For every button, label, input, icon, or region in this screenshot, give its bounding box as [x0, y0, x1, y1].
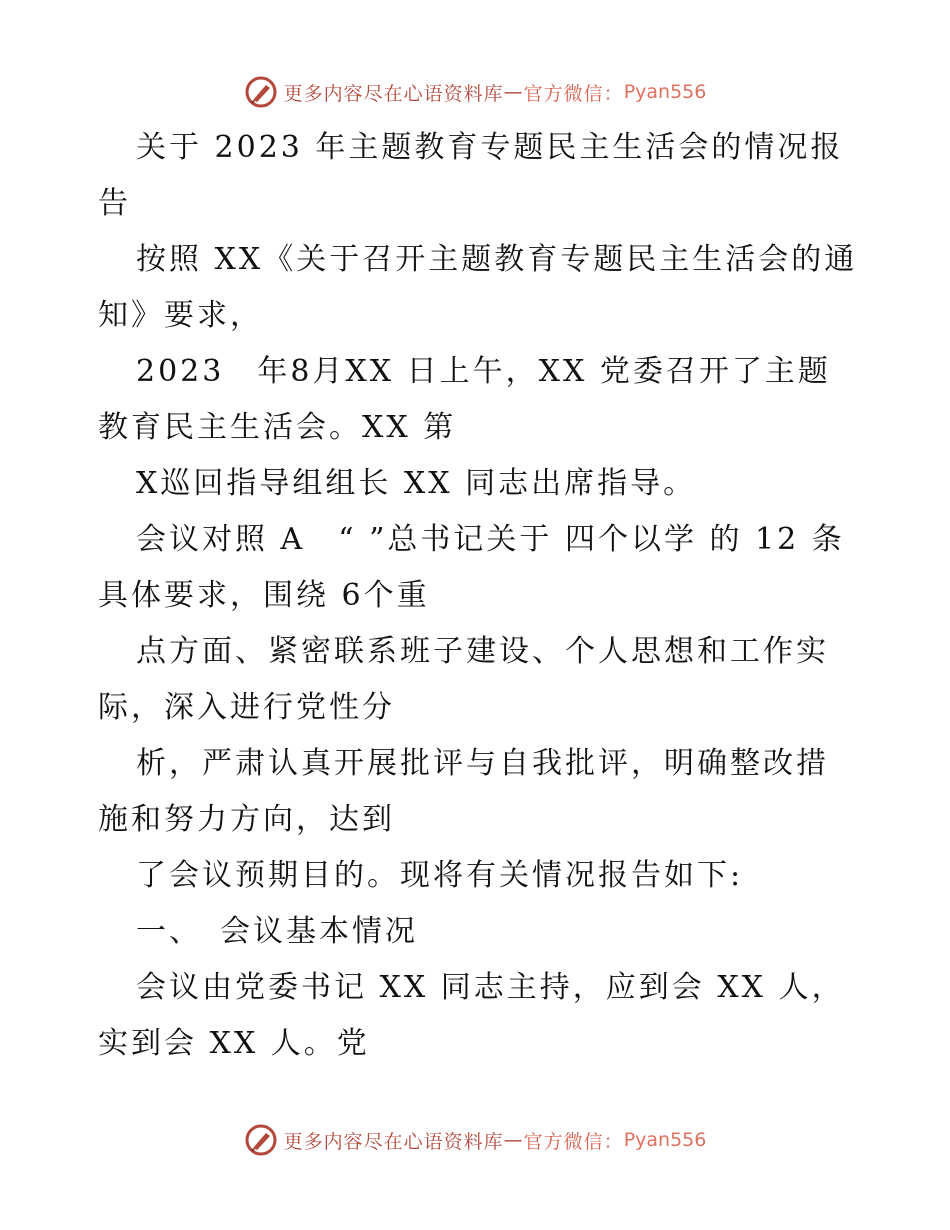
footer-banner [0, 1120, 950, 1160]
paragraph: 析，严肃认真开展批评与自我批评，明确整改措施和努力方向，达到 [98, 746, 829, 837]
pen-logo-icon [244, 1123, 278, 1157]
section-heading: 一、 会议基本情况 [136, 914, 418, 949]
paragraph: 了会议预期目的。现将有关情况报告如下: [136, 858, 744, 893]
banner-contact-label: 官方微信： [523, 1130, 624, 1153]
banner-brand-text: 更多内容尽在心语资料库 [283, 82, 504, 105]
document-body [98, 120, 858, 1072]
pen-logo-icon [244, 75, 278, 109]
paragraph: 按照 XX《关于召开主题教育专题民主生活会的通知》要求， [98, 242, 858, 333]
paragraph: 2023 年8月XX 日上午，XX 党委召开了主题教育民主生活会。XX 第 [98, 354, 831, 445]
paragraph: X巡回指导组组长 XX 同志出席指导。 [136, 466, 697, 501]
document-title: 关于 2023 年主题教育专题民主生活会的情况报告 [98, 130, 844, 221]
banner-wechat-id: Pyan556 [623, 81, 707, 103]
banner-separator: — [503, 1129, 524, 1151]
banner-contact-label: 官方微信： [523, 82, 624, 105]
paragraph: 会议对照 A “ ”总书记关于 四个以学 的 12 条具体要求，围绕 6个重 [98, 522, 845, 613]
banner-brand-text: 更多内容尽在心语资料库 [283, 1130, 504, 1153]
header-banner [0, 72, 950, 112]
paragraph: 会议由党委书记 XX 同志主持，应到会 XX 人，实到会 XX 人。党 [98, 970, 845, 1061]
paragraph: 点方面、紧密联系班子建设、个人思想和工作实际，深入进行党性分 [98, 634, 829, 725]
banner-wechat-id: Pyan556 [623, 1129, 707, 1151]
banner-separator: — [503, 81, 524, 103]
